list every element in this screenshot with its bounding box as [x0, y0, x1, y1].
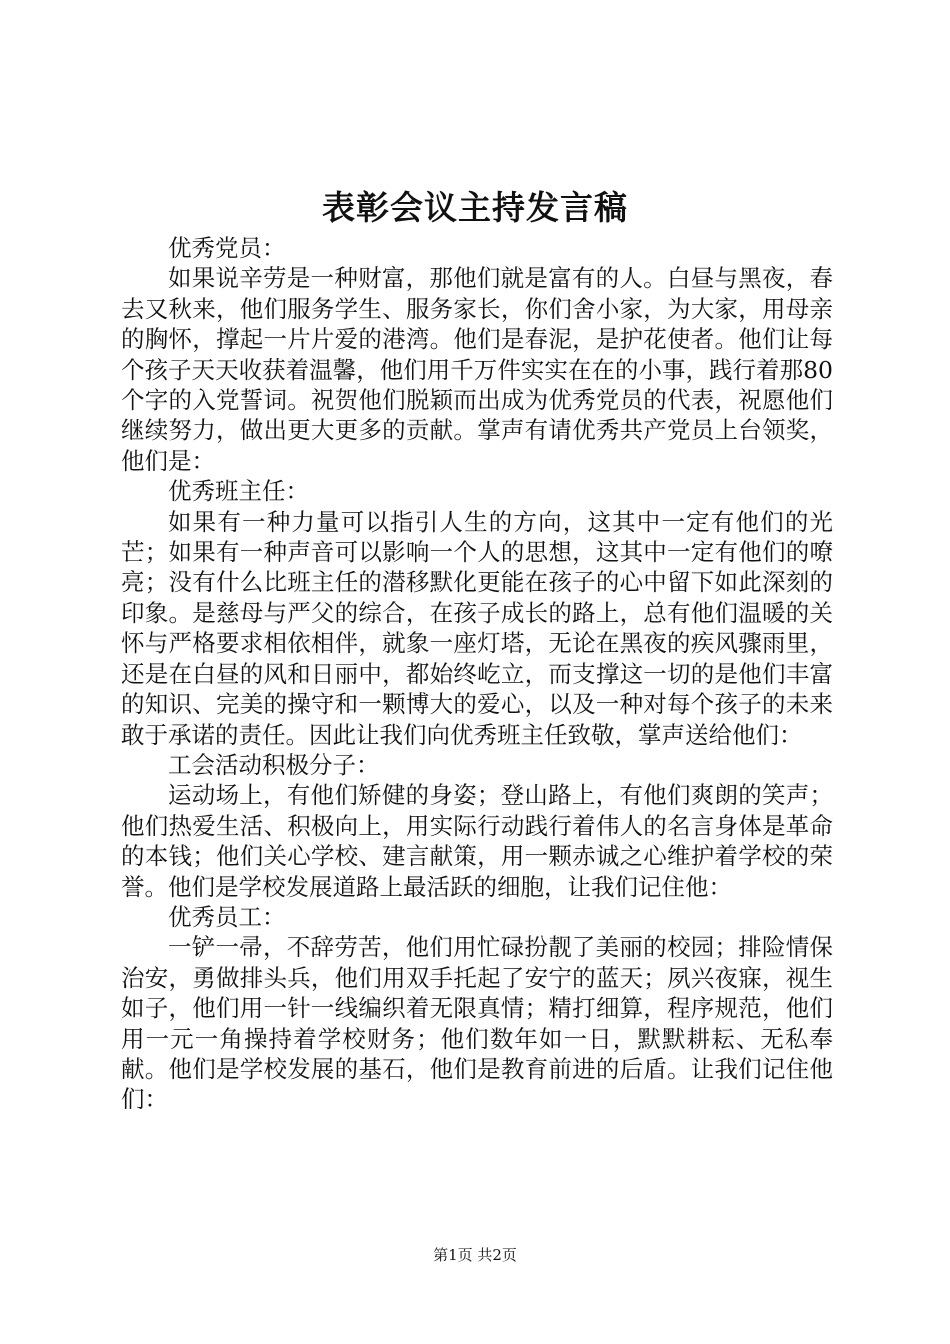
section-heading-excellent-staff: 优秀员工： — [168, 902, 286, 931]
paragraph-excellent-staff: 一铲一帚，不辞劳苦，他们用忙碌扮靓了美丽的校园；排险情保治安，勇做排头兵，他们用双手托起了安宁的蓝天；夙兴夜寐，视生如子，他们用一针一线编织着无限真情；精打细算，程序规范，他们用一元一角操持着学校财务；他们数年如一日，默默耕耘、无私奉献。他们是学校发展的基石，他们是教育前进的后盾。让我们记住他们： — [121, 933, 833, 1114]
section-heading-excellent-class-teacher: 优秀班主任： — [168, 477, 309, 506]
page-number-footer: 第1页 共2页 — [433, 1246, 517, 1264]
document-body — [121, 233, 833, 1115]
page-title: 表彰会议主持发言稿 — [322, 188, 628, 227]
paragraph-union-activist: 运动场上，有他们矫健的身姿；登山路上，有他们爽朗的笑声；他们热爱生活、积极向上，用实际行动践行着伟人的名言身体是革命的本钱；他们关心学校、建言献策，用一颗赤诚之心维护着学校的荣誉。他们是学校发展道路上最活跃的细胞，让我们记住他： — [121, 781, 833, 901]
section-heading-excellent-party-member: 优秀党员： — [168, 234, 286, 262]
section-heading-union-activist: 工会活动积极分子： — [168, 750, 380, 779]
paragraph-party-member: 如果说辛劳是一种财富，那他们就是富有的人。白昼与黑夜，春去又秋来，他们服务学生、服务家长，你们舍小家，为大家，用母亲的胸怀，撑起一片片爱的港湾。他们是春泥，是护花使者。他们让每个孩子天天收获着温馨，他们用千万件实实在在的小事，践行着那80个字的入党誓词。祝贺他们脱颖而出成为优秀党员的代表，祝愿他们继续努力，做出更大更多的贡献。掌声有请优秀共产党员上台领奖，他们是： — [121, 264, 833, 475]
paragraph-class-teacher: 如果有一种力量可以指引人生的方向，这其中一定有他们的光芒；如果有一种声音可以影响一个人的思想，这其中一定有他们的嘹亮；没有什么比班主任的潜移默化更能在孩子的心中留下如此深刻的印象。是慈母与严父的综合，在孩子成长的路上，总有他们温暖的关怀与严格要求相依相伴，就象一座灯塔，无论在黑夜的疾风骤雨里，还是在白昼的风和日丽中，都始终屹立，而支撑这一切的是他们丰富的知识、完美的操守和一颗博大的爱心，以及一种对每个孩子的未来敢于承诺的责任。因此让我们向优秀班主任致敬，掌声送给他们： — [121, 507, 833, 749]
